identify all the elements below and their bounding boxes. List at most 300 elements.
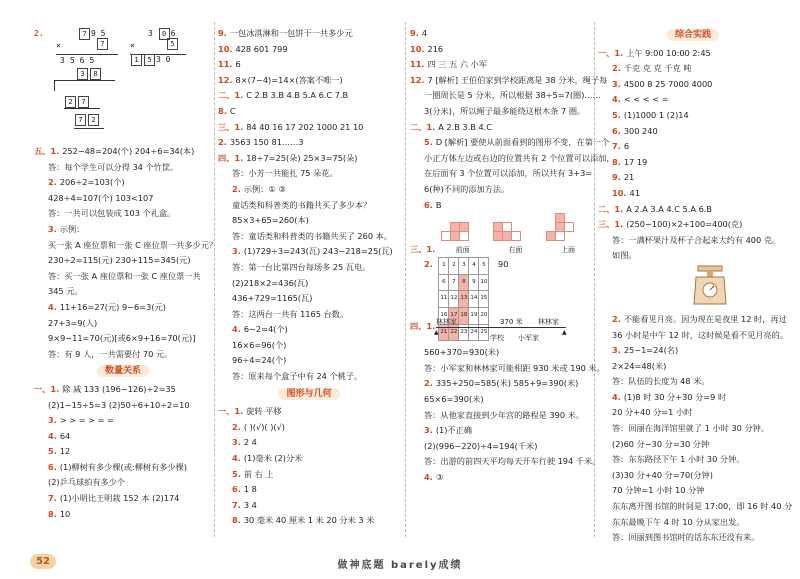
question-number: 3. [48,223,57,234]
answer-line [218,451,400,467]
answer-text: (1)8 时 30 分+30 分=9 时 [623,391,727,402]
answer-line [410,198,596,214]
answer-line [410,88,601,104]
answer-line [598,202,788,218]
question-number: 3. [612,345,621,356]
answer-text: 答：一满杯果汁及杯子合起来大约有 400 克。 [612,234,781,245]
answer-text: 答：回丽到图书馆时的话东东还没有来。 [612,532,760,543]
answer-text: 230÷2=115(元) 230+115=345(元) [48,255,191,266]
answer-line [218,120,400,136]
answer-text: (1)柳树有多少棵(或:柳树有多少棵) [59,461,187,472]
answer-line [34,475,212,491]
answer-line [34,191,212,207]
answer-line [598,328,788,344]
grid-cell: 21 [439,324,449,341]
answer-text: 4500 8 25 7000 4000 [623,78,713,89]
answer-text: 答：有 9 人，一共需要付 70 元。 [48,348,173,359]
question-number: 7. [48,493,57,504]
answer-text: 答：第一台比第四台每场多 25 瓦电。 [232,261,371,272]
digit-box: 0 [159,28,170,40]
answer-text: 如图。 [612,250,637,261]
digit: 5 [100,29,106,38]
route-map: 四、1. 林林家 370 米 林林家 ▲ ▲ 学校 小军家 [410,318,567,343]
answer-line [598,248,788,264]
question-number: 12. [410,74,425,85]
answer-text: 6 [235,59,241,70]
answer-text: 85×3+65=260(本) [232,215,309,226]
answer-line [218,353,400,369]
question-number: 一、1. [218,406,244,417]
answer-line [34,316,212,332]
scale-figure [598,264,788,312]
answer-line [410,57,596,73]
answers-block [598,46,788,264]
answer-text: A 2.A 3.A 4.C 5.A 6.B [626,203,712,214]
digit-box: 3 [77,68,88,80]
question-number: 3. [232,437,241,448]
answer-text: A 2.B 3.B 4.C [438,121,492,132]
answer-line [218,88,400,104]
answer-line [598,374,788,390]
answer-line [410,104,596,120]
answer-text: 2 4 [243,437,257,448]
answer-line [598,452,788,468]
question-number: 2. [424,378,433,389]
digit-box: 7 [78,96,89,108]
answer-line [598,217,788,233]
answer-line [218,420,400,436]
answers-block [598,312,793,546]
answer-text: 25−1=24(名) [623,345,679,356]
grid-cell: 1 [439,258,449,275]
answer-text: (2)60 分−30 分=30 分钟 [612,438,710,449]
answer-line [410,120,596,136]
answer-text: 16×6=96(个) [232,339,287,350]
long-division [54,66,212,144]
answer-line [218,104,400,120]
answer-line [410,439,596,455]
question-number: 5. [424,137,433,148]
answer-line [218,135,400,151]
answer-line [410,376,596,392]
question-number: 2. [612,313,621,324]
answer-line [218,338,400,354]
question-number: 三、1. [410,244,436,255]
answer-text: 答：小芳一共能扎 75 朵花。 [232,168,338,179]
answer-text: 96÷4=24(个) [232,355,287,366]
question-number: 一、1. [598,47,624,58]
answer-text: 答：这两台一共有 1165 台数。 [232,308,349,319]
answer-line [218,404,400,420]
answer-text: C [229,105,236,116]
answer-text: 65×6=390(米) [424,393,484,404]
answer-line [598,483,788,499]
answer-text: 东东离开图书馆的时间是 17:00，即 16 时 40 分 [612,501,793,512]
answer-text: 答：东东路径下午 1 小时 30 分钟。 [612,454,745,465]
answer-line [218,244,400,260]
answer-text: 3563 150 81……3 [229,137,304,148]
answer-line [34,144,212,160]
answer-text: 7 [解析] 王伯伯家到学校距离是 38 分米，绳子每 [427,74,608,85]
answer-line [218,182,400,198]
answer-line [410,73,608,89]
answer-line [218,369,400,385]
answer-line [410,135,610,151]
question-number: 7. [232,499,241,510]
times-sign: × [130,41,135,50]
answer-line [410,454,601,470]
answer-column-1 [34,26,218,522]
answer-line [34,284,212,300]
digit-box: 5 [144,54,155,66]
answer-line [598,312,788,328]
question-number: 2. [232,421,241,432]
answer-line [34,413,212,429]
answer-text: 30 毫米 40 厘米 1 米 20 分米 3 米 [243,515,375,526]
question-number: 5. [232,468,241,479]
answer-text: 9×9−11=70(元)[或6×9+16=70(元)] [48,333,196,344]
answer-text: 18÷7=25(朵) 25×3=75(朵) [246,152,358,163]
answer-text: 答：小军家和林林家可能相距 930 米或 190 米。 [424,362,605,373]
answer-line [598,124,788,140]
question-number: 4. [612,391,621,402]
question-number: 2. [218,137,227,148]
question-number: 10. [612,187,627,198]
answer-line [598,186,788,202]
answer-text: 千克 克 克 千克 吨 [623,63,692,74]
section-title: 图形与几何 [218,387,400,403]
answer-text: 8×(7−4)=14×(答案不唯一) [235,74,343,85]
answer-line [598,343,788,359]
grid-cell: 10 [479,274,489,291]
answer-text: (1)不正确 [435,425,472,436]
question-number: 2. [232,183,241,194]
answer-text: 示例： [59,223,85,234]
answers-block [34,382,212,522]
answer-text: 20 分+40 分=1 小时 [612,407,693,418]
answer-text: 27+3=9(人) [48,317,98,328]
answer-text: 答：队伍的长度为 48 米。 [612,376,710,387]
question-number: 11. [218,59,233,70]
grid-cell: 22 [449,324,459,341]
answer-line [218,229,400,245]
answer-line [598,92,788,108]
grid-cell: 23 [459,324,469,341]
answer-line [34,238,218,254]
question-number: 四、1. [410,321,436,332]
question-number: 2. [48,177,57,188]
answer-line [34,460,212,476]
grid-cell: 3 [459,258,469,275]
times-sign: × [56,41,61,50]
question-number: 三、1. [218,121,244,132]
question-number: 10. [410,43,425,54]
question-number: 一、1. [34,383,60,394]
question-number: 4. [48,430,57,441]
vertical-multiplication [34,26,212,66]
grid-cell: 11 [439,291,449,308]
digit: 5 [89,56,100,65]
answer-text: 11+16=27(元) 9−6=3(元) [59,301,166,312]
answer-text: (3)30 分+40 分=70(分钟) [612,469,713,480]
answer-text: 2×24=48(米) [612,360,667,371]
answer-text: (250−100)×2+100=400(克) [626,219,743,230]
answer-line [34,382,212,398]
answer-text: 10 [59,508,71,519]
answer-text: 206÷2=103(个) [59,177,125,188]
answer-text: C 2.B 3.B 4.B 5.A 6.C 7.B [246,90,349,101]
answer-line [34,269,212,285]
answer-text: 旋转 平移 [246,406,282,417]
answer-text: 小正方体左边或右边的位置共有 2 个位置可以添加， [424,152,615,163]
answer-line [218,151,400,167]
digit-box: 8 [90,68,101,80]
answer-text: < < < < = [623,94,669,105]
answer-line [598,437,788,453]
grid-cell: 19 [469,307,479,324]
grid-cell: 18 [459,307,469,324]
grid-cell: 6 [439,274,449,291]
grid-cell: 16 [439,307,449,324]
answer-text: (1)1000 1 (2)14 [623,109,689,120]
answer-text: ③ [435,471,444,482]
answer-line [598,359,788,375]
answer-text: 17 19 [623,156,648,167]
answer-line [598,405,788,421]
answer-line [34,491,212,507]
question-number: 二、1. [598,203,624,214]
digit: 5 [69,56,80,65]
digit-box: 7 [97,38,108,50]
right-view: 右面 [493,213,537,259]
answer-line [410,182,596,198]
answer-text: 70 分钟=1 小时 10 分钟 [612,485,705,496]
answer-text: 4 [421,28,428,38]
answer-line [598,530,788,546]
answer-text: (1)小明比王明栽 152 本 (2)174 [59,493,180,504]
answer-line [218,498,400,514]
answer-text: 示例：① ③ [243,183,286,194]
question-number: 9. [218,28,227,38]
answer-line [598,499,793,515]
three-views-answer [410,213,596,257]
answer-line [218,26,400,42]
answer-line [218,57,400,73]
digit: 9 [91,29,96,38]
answer-line [598,61,788,77]
answer-line [34,398,212,414]
answer-line [410,470,596,486]
answer-text: 答：回丽在海洋馆里就了 1 小时 30 分钟。 [612,423,770,434]
answer-line [410,361,605,377]
question-number: 5. [48,446,57,457]
question-number: 9. [410,28,419,38]
question-number: 3. [612,78,621,89]
question-number: 7. [612,141,621,152]
grid-cell: 12 [449,291,459,308]
digit-box: 7 [75,114,86,126]
answer-line [34,429,212,445]
answer-line [598,421,788,437]
answer-text: 36 小时是中午 12 时，这时候是看不见月亮的。 [612,329,789,340]
answers-block [218,26,400,385]
answer-line [34,222,212,238]
answer-line [34,507,212,523]
section-title: 综合实践 [598,28,788,44]
digit: 3 [156,55,161,64]
question-number: 10. [218,43,233,54]
answer-line [218,42,400,58]
answer-line [598,170,788,186]
digit: 6 [79,56,90,65]
answer-text: 前 右 上 [243,468,274,479]
answer-line [34,444,212,460]
question-number: 二、1. [218,90,244,101]
answer-line [34,253,212,269]
answer-text: B [435,199,442,210]
question-number: 4. [424,471,433,482]
answer-text: (2)218×2=436(瓦) [232,277,309,288]
answer-line [598,155,788,171]
answer-text: 6−2=4(个) [243,324,288,335]
answer-text: 四 三 五 六 小军 [427,59,488,70]
grid-cell: 20 [479,307,489,324]
answer-text: 345 元。 [48,286,83,297]
question-number: 五、1. [34,146,60,156]
answer-line [218,166,400,182]
answer-line [218,467,400,483]
answer-line [218,260,400,276]
digit: 6 [170,29,176,38]
answer-text: (2)(996−220)÷4=194(千米) [424,440,538,451]
answer-text: 答：原来每个盒子中有 24 个桃子。 [232,371,363,382]
answer-text: 12 [59,446,71,457]
question-number: 6. [232,484,241,495]
answer-text: 335+250=585(米) 585+9=390(米) [435,378,579,389]
question-number: 3. [232,246,241,257]
grid-cell: 7 [449,274,459,291]
answer-text: 300 240 [623,125,658,136]
answer-text: 41 [629,187,640,198]
grid-cell: 8 [459,274,469,291]
answer-line [218,513,400,529]
answer-text: 252−48=204(个) 204÷6=34(本) [62,146,195,156]
answer-text: (2)乒乓球拍有多少个 [48,477,126,488]
question-number: 11. [410,59,425,70]
answer-text: 除 减 133 (196−126)÷2=35 [62,383,176,394]
grid-cell: 25 [479,324,489,341]
question-number: 四、1. [218,152,244,163]
answer-line [598,139,788,155]
answer-text: 答：一共可以包装成 103 个礼盒。 [48,208,176,219]
digit: 0 [165,55,171,64]
answer-line [34,300,212,316]
question-number: 6. [48,461,57,472]
front-view: 前面 [441,213,485,259]
answer-text: 428÷4=107(个) 103<107 [48,192,154,203]
answer-line [34,331,212,347]
answer-line [410,26,596,42]
grid-cell: 5 [479,258,489,275]
question-number: 4. [232,453,241,464]
answer-line [598,515,788,531]
answer-line [410,392,596,408]
answer-text: 童话类和科普类的书籍共买了多少本？ [232,199,372,210]
answer-line [34,206,212,222]
answer-text: 一包冰淇淋和一包饼干一共多少元 [229,28,353,38]
answer-text: 不能看见月亮。因为现在是夜里 12 时，再过 [623,313,787,324]
page-footer: 做神底题 barely成绩 [337,560,463,571]
answer-text: 6 [623,141,630,152]
answer-text: 428 601 799 [235,43,288,54]
digit: 3 [60,56,70,65]
answer-line [218,73,400,89]
grid-cell: 2 [449,258,459,275]
question-number: 8. [48,508,57,519]
answer-text: 6(种)不同的添加方法。 [424,183,510,194]
answer-text: 436+729=1165(瓦) [232,293,313,304]
answer-text: ( )(√)( )(√) [243,421,286,432]
answer-text: 560+370=930(米) [424,347,500,358]
digit-box: 5 [167,38,178,50]
answer-text: 在后面有 3 个位置可以添加，所以共有 3+3= [424,168,593,179]
answer-line [410,423,596,439]
answer-text: 3(分米)，所以绳子最多能绕这根木条 7 圈。 [424,105,586,116]
answers-block [218,404,400,529]
answer-column-2 [218,26,400,529]
answer-text: D [解析] 要使从前面看到的图形不变，在第一个 [435,137,610,148]
answers-block [34,144,218,362]
grid-cell: 14 [469,291,479,308]
answer-text: 答：童话类和科普类的书籍共买了 260 本。 [232,230,393,241]
digit-box: 2 [65,96,76,108]
question-number: 8. [218,105,227,116]
answer-line [218,198,400,214]
top-view: 上面 [546,213,590,259]
question-number: 2. [612,63,621,74]
question-number: 4. [612,94,621,105]
answer-text: 216 [427,43,444,54]
answer-line [34,175,212,191]
answer-text: 1 8 [243,484,257,495]
answer-text: (2)1−15÷5=3 (2)50÷6+10÷2=10 [48,399,190,410]
column-divider [214,22,215,537]
page-number: 52 [30,554,56,569]
answer-line [598,468,788,484]
answer-text: 84 40 16 17 202 1000 21 10 [246,121,364,132]
digit-box: 2 [88,114,99,126]
answer-text: (1)729÷3=243(瓦) 243−218=25(瓦) [243,246,393,257]
answer-line [34,347,212,363]
question-number: 3. [48,415,57,426]
grid-answer: 90 [498,259,509,270]
answer-line [218,482,400,498]
answer-line [218,276,400,292]
grid-cell: 13 [459,291,469,308]
answer-text: 答：买一张 A 座位票和一张 C 座位票一共 [48,270,201,281]
question-number: 3. [424,425,433,436]
answer-line [218,307,400,323]
question-number: 6. [612,125,621,136]
question-number: 8. [232,515,241,526]
answer-line [410,166,596,182]
answer-line [598,233,788,249]
answer-text: 上午 9:00 10:00 2:45 [626,47,711,58]
answer-text: 64 [59,430,71,441]
question-number: 4. [232,324,241,335]
answer-line [218,291,400,307]
answer-line [598,390,788,406]
